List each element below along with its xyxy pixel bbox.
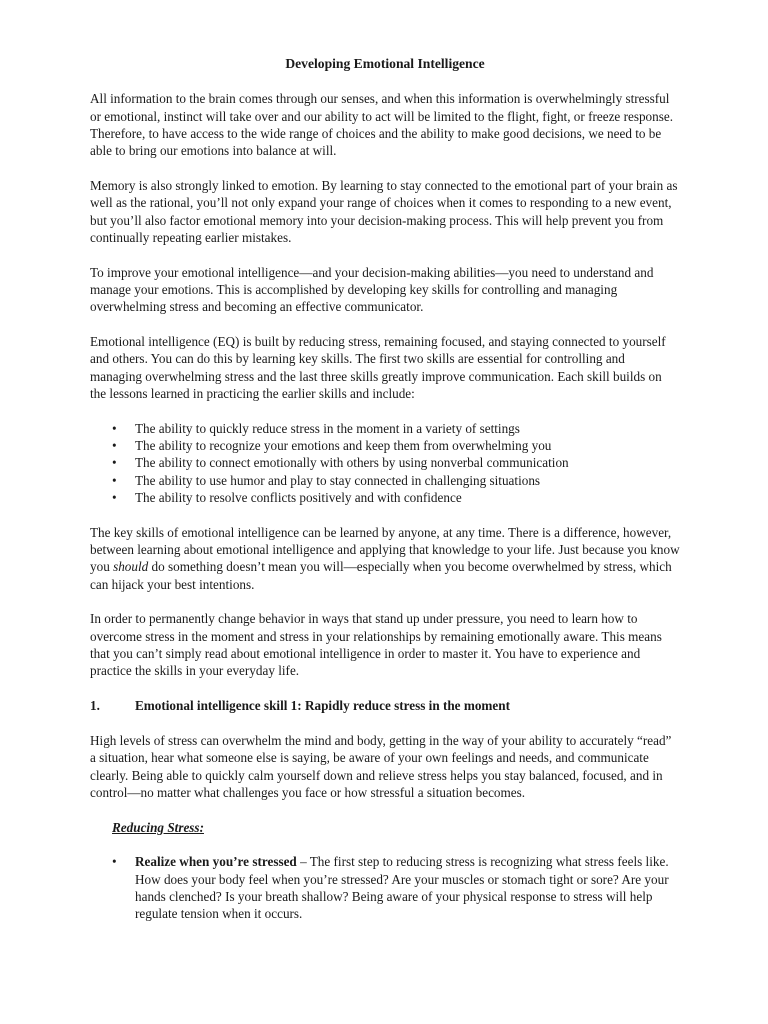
paragraph-eq: Emotional intelligence (EQ) is built by reducing stress, remaining focused, and staying connected to yourself and others. You can do this by learning key skills. The first two skills are essential for controlling and managing overwhelming stress and the last three skills greatly improve communication. Each skill builds on the lessons learned in practicing the earlier skills and include: xyxy=(90,334,666,401)
bullet-icon: • xyxy=(112,438,117,454)
list-item-text: The ability to recognize your emotions and keep them from overwhelming you xyxy=(135,438,552,454)
list-item-text: The ability to quickly reduce stress in the moment in a variety of settings xyxy=(135,420,520,436)
item-bold-lead: Realize when you’re stressed xyxy=(135,854,297,870)
bullet-icon: • xyxy=(112,420,117,436)
bullet-icon: • xyxy=(112,455,117,471)
key-skills-text-after: do something doesn’t mean you will—especially when you become overwhelmed by stress, which can hijack your best intentions. xyxy=(90,559,672,592)
list-item xyxy=(90,472,680,489)
paragraph-memory: Memory is also strongly linked to emotion. By learning to stay connected to the emotional part of your brain as well as the rational, you’ll not only expand your range of choices when it comes to responding to a new event, but you’ll also factor emotional memory into your decision-making process. This will help prevent you from continually repeating earlier mistakes. xyxy=(90,177,678,245)
list-item-text: The ability to use humor and play to stay connected in challenging situations xyxy=(135,472,541,488)
bullet-icon: • xyxy=(112,472,117,488)
list-item xyxy=(90,489,680,506)
paragraph-senses: All information to the brain comes through our senses, and when this information is overwhelmingly stressful or emotional, instinct will take over and our ability to act will be limited to the flight, fight, or freeze response. Therefore, to have access to the wide range of choices and the ability to make good decisions, we need to be able to bring our emotions into balance at will. xyxy=(90,91,674,159)
item-text: – The first step to reducing stress is recognizing what stress feels like. How does your body feel when you’re stressed? Are your muscles or stomach tight or sore? Are your hands clenched? Is your breath shallow? Being aware of your physical response to stress will help regulate tension when it occurs. xyxy=(135,854,669,922)
list-item-text: The ability to connect emotionally with others by using nonverbal communication xyxy=(135,455,569,471)
bullet-icon: • xyxy=(112,489,117,505)
bullet-icon: • xyxy=(112,854,117,870)
paragraph-improve: To improve your emotional intelligence—and your decision-making abilities—you need to understand and manage your emotions. This is accomplished by developing key skills for controlling and managing overwhelming stress and becoming an effective communicator. xyxy=(90,264,654,315)
key-skills-emphasis: should xyxy=(113,559,149,575)
document-title: Developing Emotional Intelligence xyxy=(285,56,485,71)
document-page xyxy=(90,55,680,923)
list-item-text: The ability to resolve conflicts positively and with confidence xyxy=(135,489,462,505)
paragraph-stress: High levels of stress can overwhelm the mind and body, getting in the way of your ability to accurately “read” a situation, hear what someone else is saying, be aware of your own feelings and needs, and communicate clearly. Being able to quickly calm yourself down and relieve stress helps you stay balanced, focused, and in control—no matter what challenges you face or how stressful a situation becomes. xyxy=(90,732,672,800)
list-item xyxy=(90,437,680,454)
section-heading-text: Emotional intelligence skill 1: Rapidly reduce stress in the moment xyxy=(135,698,510,714)
list-item xyxy=(90,420,680,437)
list-item xyxy=(90,853,680,922)
list-item xyxy=(90,454,680,471)
section-number: 1. xyxy=(90,698,100,714)
paragraph-key-skills xyxy=(90,524,680,593)
skills-list xyxy=(90,420,680,506)
section-heading xyxy=(90,697,680,714)
paragraph-change: In order to permanently change behavior in ways that stand up under pressure, you need to learn how to overcome stress in the moment and stress in your relationships by remaining emotionally aware. This means that you can’t simply read about emotional intelligence in order to master it. You have to experience and practice the skills in your everyday life. xyxy=(90,611,662,679)
key-skills-text-before: The key skills of emotional intelligence can be learned by anyone, at any time. There is a difference, however, between learning about emotional intelligence and applying that knowledge to your life. Just because you know you xyxy=(90,524,680,575)
subheading-reducing-stress: Reducing Stress: xyxy=(112,819,204,835)
